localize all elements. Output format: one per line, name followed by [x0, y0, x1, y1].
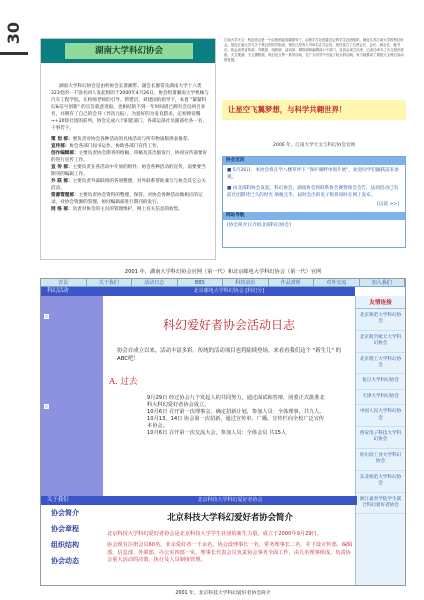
log-entry: 10月6日 召开第一次交流大会，参加人员：全体会员 共15人 [147, 430, 287, 436]
friend-link[interactable]: 西安电子科技大学科幻协会 [356, 427, 405, 449]
nav-item[interactable]: 对外交流 [314, 279, 360, 286]
department-desc: 主要负责在各活动中开放的组件、协会各种活动的宣传，前要要当期刊的编辑工作。 [51, 165, 206, 177]
department-desc: 要负责对协会各种活动的具体活动与所有物质版供表推荐。 [72, 137, 193, 142]
ustb-intro-paragraph: 北京科技大学科幻爱好者协会是北京科技大学学生社团的新生力量。成立于2000年9月29日。 [107, 531, 323, 537]
friend-links-list [356, 309, 405, 514]
department-name: 策 划 部： [51, 137, 73, 142]
hunan-department-list [41, 136, 215, 213]
log-entry: 9月29日 经过协会九个发起人的共同努力，通过面试和答辩，团委正式批准北科大科幻爱好者协会成立。 [147, 395, 325, 408]
friend-link[interactable]: 浙江嘉善学院学生联合科幻爱好者协会 [356, 493, 405, 515]
nav-item[interactable]: 作品赏析 [269, 279, 315, 286]
activity-log-title: 科幻爱好者协会活动日志 [162, 318, 295, 332]
nav-item[interactable]: 关于我们 [87, 279, 133, 286]
top-figure-caption: 2001 年，湖南大学科幻协会官网（第一代）和北京邮电大学科幻协会（第一代）官网 [124, 269, 322, 275]
friend-link[interactable]: 北京理工大学科幻协会 [356, 353, 405, 375]
nav-item[interactable]: BBS [178, 279, 224, 286]
ustb-website-screenshot [40, 278, 406, 586]
hunan-site-title: 湖南大学科幻协会 [65, 43, 193, 59]
department-desc: 主要负责协会期刊的组稿、审稿及其出版发行，协同宣传部要好的进行宣传工作。 [51, 151, 208, 163]
jiangnan-nav-heading: 网站导航 [223, 212, 405, 220]
about-menu-item[interactable]: 协会动态 [51, 556, 79, 565]
log-entry: 10月6日 召开第一次理事会，确定招新计划，参加人员：全体理事，共九人。 [147, 409, 325, 415]
activity-log-past-heading: A. 过去 [109, 377, 138, 387]
ustb-intro-paragraph-2: 协会现有注册会员60名。业余爱好者一千余名。协会设理事长一名，常务理事长二名，并下设宣传部、编辑部、信息部、外联部、办公室四部一室。理事长代表会员负责协会事务全面工作，由九名理事组成，负责协会重大活动的决策、执行及人员制度管理。 [107, 542, 353, 564]
department-item [41, 164, 215, 178]
ustb-sub-bar [41, 287, 405, 296]
department-item [41, 206, 215, 213]
jiangnan-news-box [222, 156, 406, 248]
department-item [41, 192, 215, 206]
nav-item[interactable]: 科技前沿 [223, 279, 269, 286]
bullet-square-icon [44, 314, 49, 319]
page-number-rule [0, 52, 28, 55]
nav-item[interactable]: 加入我们 [360, 279, 406, 286]
jiangnan-news-item[interactable]: ■ 5月26日，本协会将在学八楼草坪下 "保护湖畔单图片展"，欢迎同学们踊跃前来参观。 [227, 168, 399, 180]
hunan-intro-paragraph: 湖南大学科幻协会是由校协会长萧湘带、副会长廖常及湖南大学十六类223堂的一千馀名同人发起组的于2000年4月26日，协会组萧湘南大学机械与汽车工程学院。在校师老师的引导、帮建层、刘建国的指导下，本着 "紧紧科幻&信号创新" 的宗旨就意进取，也相结的不到一年时间谱已拥有会员两百多名，并拥有了自己的会刊（异次元报），为爱好的为发育猎杀，定初捧发哪→+20馀社团的前列。协会完成六个职能部门，各部运部社员副部社各一名，干事若干。 [51, 84, 209, 131]
friend-link[interactable]: 东北师范大学科幻协会 [356, 471, 405, 493]
jiangnan-news-heading: 协会近况 [223, 157, 405, 165]
jiangnan-more-link[interactable]: [以前 >>] [377, 202, 399, 207]
department-name: 宣 传 部： [51, 165, 73, 170]
department-name: 外 联 部： [51, 179, 73, 184]
ustb-about-menu [41, 505, 103, 586]
ustb-friend-links [355, 296, 405, 586]
jiangnan-nav-links[interactable]: [协会简介] [介绍北部科幻协会] [227, 223, 291, 228]
page-number: 30 [4, 22, 23, 45]
department-desc: 协会各部门间书运作。协助各部门宣传工作。 [69, 144, 162, 149]
ustb-main-content [103, 296, 355, 496]
log-entry: 10月13、14日 协会第一次招新，通过宣传单、广播，宣传栏向全校广泛宣传本协会。 [147, 416, 325, 429]
ustb-left-column [41, 296, 103, 511]
jiangnan-slogan-banner: 让星空飞翼梦想，与科学共翱世界！ [222, 100, 406, 120]
about-menu-item[interactable]: 协会简介 [51, 508, 79, 517]
department-name: 宣传部： [51, 144, 70, 149]
nav-item[interactable]: 活动日志 [132, 279, 178, 286]
hunan-site-header [41, 39, 215, 63]
department-desc: 负责对协会的主页的管理维护，网上有关信息的收集。 [72, 207, 183, 212]
ustb-sub-bar-spacer [355, 287, 405, 296]
department-name: 创作编辑部： [51, 151, 79, 156]
friend-link[interactable]: 复旦大学科幻协会 [356, 374, 405, 389]
department-name: 资源管理部： [51, 193, 79, 198]
department-desc: 主要负责协会资料的整理、保管。对协会各种活动做相应的记录。对协会资源的管理，协同编辑部进行期刊的发行。 [51, 193, 203, 205]
page-margin [0, 0, 30, 600]
friend-link[interactable]: 天津大学科幻协会 [356, 390, 405, 405]
jiangnan-intro-paragraph: 江南大学天文 · 科幻协会是一个由校团委直属领导下，由校学生社团委员会的学生社团组织，地处江苏江南大学的科幻协会。是由江南大学与天下科幻的同学组成，现在已经有入700名正式会员，现在设立了名誉会长、会长、副会长、秘书长，协会设有宣传部、外联部、组织部、活动部、网络部和编辑部六个部门，自协会成立以来，已成功举办了天文知识讲座、天文观测、天文摄影展、科幻征文等一系列活动，在广大同学中引起了较大的反响，有力地推动了我校天文科幻活动的发展。 [224, 38, 404, 62]
jiangnan-website-screenshot [222, 38, 406, 260]
department-item [41, 136, 215, 143]
about-menu-item[interactable]: 协会章程 [51, 524, 79, 533]
friend-link[interactable]: 哈尔滨工业大学科幻协会 [356, 449, 405, 471]
friend-link[interactable]: 北京师范大学科幻协会 [356, 309, 405, 331]
ustb-top-nav [41, 279, 405, 287]
ustb-intro-section [103, 505, 357, 586]
about-menu-item[interactable]: 组织结构 [51, 540, 79, 549]
bullet-square-icon [44, 404, 49, 409]
ustb-about-bar [41, 496, 357, 505]
jiangnan-news-item[interactable]: ■ 由北部科协会发起，科幻协会、湖南协会将联系协会赛赞保会会告，法到活动已有前社团期待已久的时光 填税完毕，届时会出的电子版将同时在网上发布。 [227, 186, 399, 198]
department-item [41, 143, 215, 150]
activity-log-entries [147, 395, 325, 437]
ustb-section-label: 科幻活动 [41, 287, 103, 296]
department-item [41, 150, 215, 164]
nav-item[interactable]: 首页 [41, 279, 87, 286]
department-name: 网 络 部： [51, 207, 73, 212]
ustb-site-name: 北京邮电大学科幻协会 [科幻分] [103, 287, 355, 296]
department-item [41, 178, 215, 192]
friend-links-title: 友情连接 [356, 296, 405, 309]
friend-link[interactable]: 中国人民大学科幻协会 [356, 405, 405, 427]
about-site-name: 北京科技大学科幻爱好者协会 [103, 496, 357, 505]
bottom-figure-caption: 2001 年，北京科技大学科幻爱好者协会简介 [175, 591, 271, 596]
hunan-website-screenshot [40, 38, 216, 260]
ustb-intro-title: 北京科技大学科幻爱好者协会简介 [167, 512, 293, 522]
about-us-label: 关于我们 [41, 496, 103, 505]
jiangnan-caption: 2006 年，江南大学天文与科幻协会官网 [272, 143, 356, 148]
friend-link[interactable]: 北京航空航天大学科幻协会 [356, 331, 405, 353]
department-desc: 主要负责外部联络的各项整理，对外联系帮助兼互与协会其它公关活动。 [51, 179, 206, 191]
activity-log-intro: 协会自成立以来，活动丰富多彩。传统的活动项目也将陆续登场。来看看我们这个 "新生儿" 的ABC吧！ [117, 348, 342, 362]
